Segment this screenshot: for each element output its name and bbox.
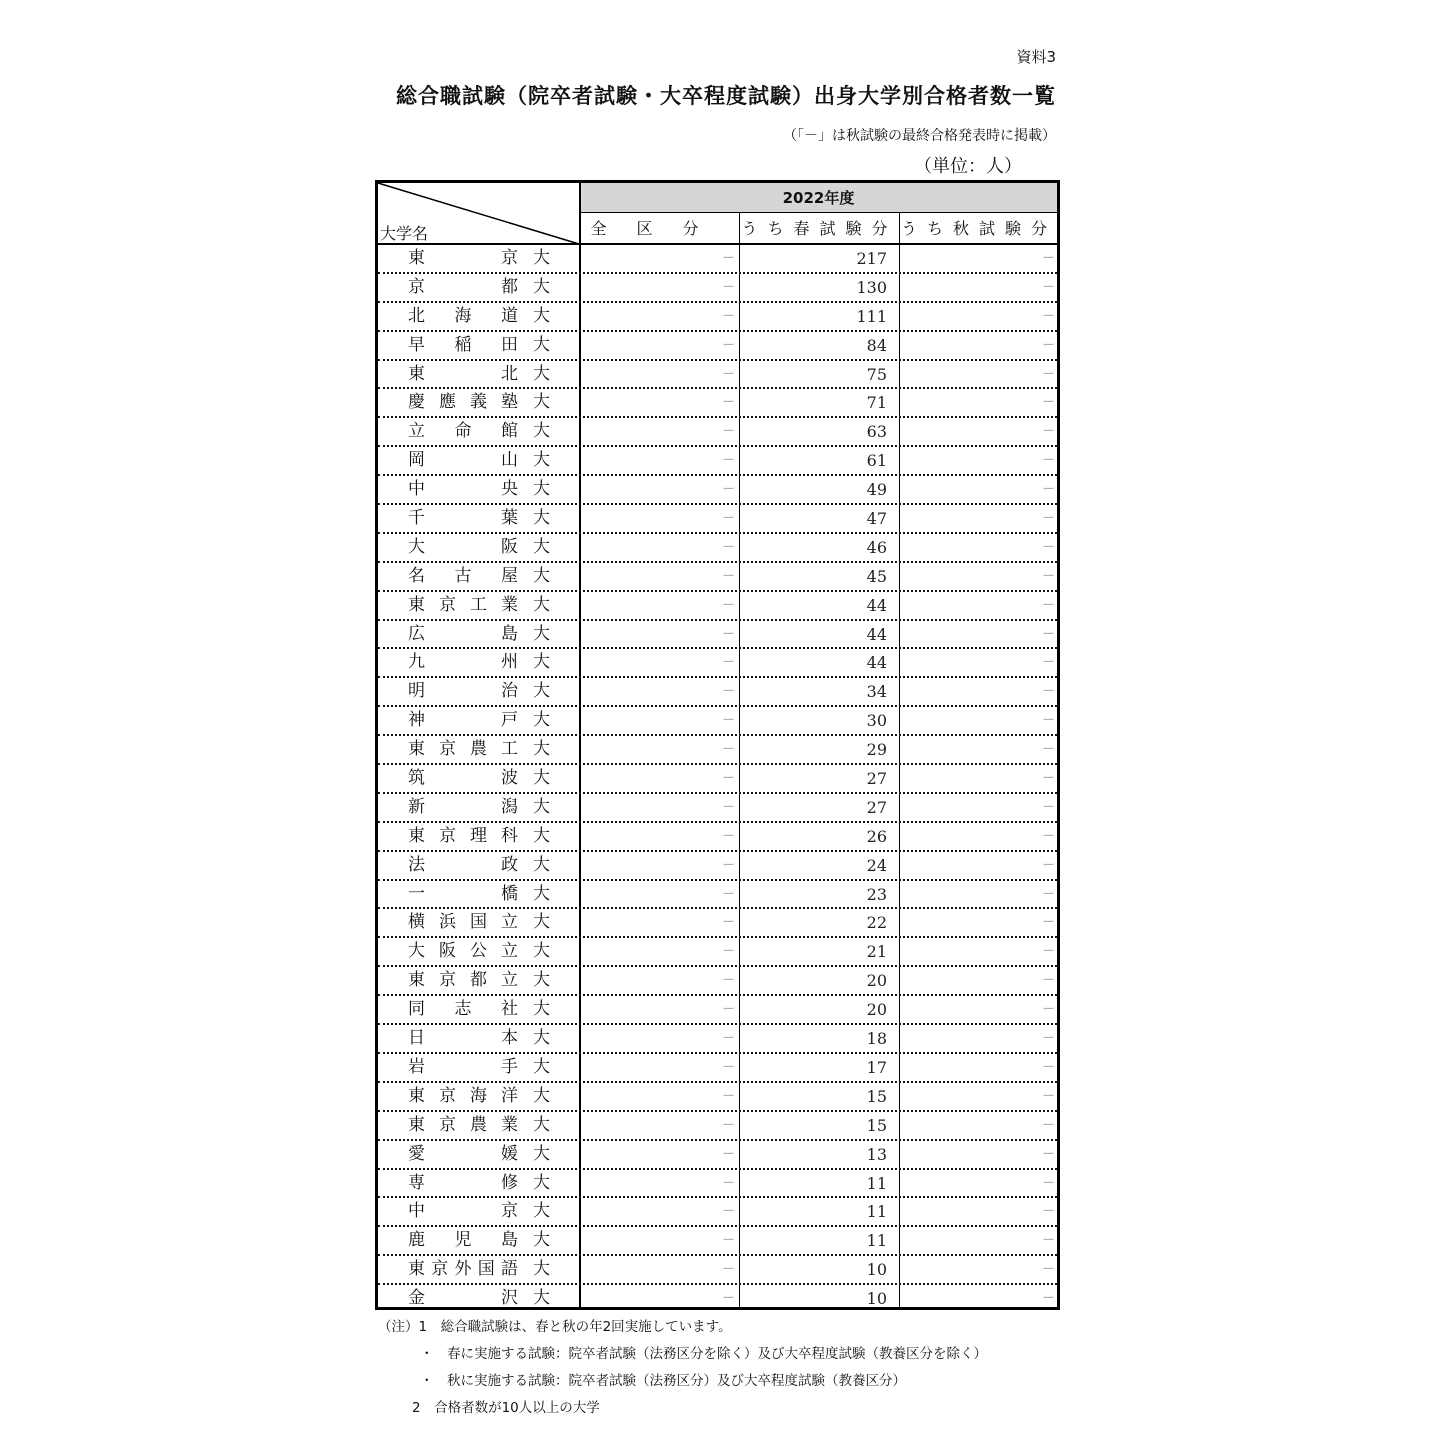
cell-spring: 44 (866, 653, 887, 673)
table-row (378, 447, 1057, 476)
results-table (375, 180, 1060, 1310)
university-name: 立 命 館 大 (408, 421, 550, 442)
university-name: 東 京 農 業 大 (408, 1114, 550, 1135)
cell-spring: 15 (866, 1115, 887, 1135)
table-row (378, 678, 1057, 707)
cell-spring: 23 (866, 884, 887, 904)
university-name: 京 都 大 (408, 276, 550, 297)
university-name: 東 京 工 業 大 (408, 594, 550, 615)
cell-all: － (721, 1175, 735, 1191)
table-row (378, 1256, 1057, 1285)
university-name: 東 京 都 立 大 (408, 970, 550, 991)
cell-all: － (721, 1204, 735, 1220)
footnote-1: （注）1 総合職試験は、春と秋の年2回実施しています。 (378, 1319, 732, 1335)
table-row (378, 823, 1057, 852)
table-row (378, 621, 1057, 650)
table-row (378, 996, 1057, 1025)
cell-autumn: － (1041, 1175, 1055, 1191)
cell-all: － (721, 713, 735, 729)
cell-autumn: － (1041, 1233, 1055, 1249)
university-name: 新 潟 大 (408, 796, 550, 817)
table-row (378, 909, 1057, 938)
unit-label: （単位：人） (914, 156, 1022, 177)
cell-all: － (721, 1262, 735, 1278)
cell-spring: 49 (866, 480, 887, 500)
table-row (378, 1141, 1057, 1170)
cell-autumn: － (1041, 1204, 1055, 1220)
cell-all: － (721, 1233, 735, 1249)
header-note: （「－」は秋試験の最終合格発表時に掲載） (783, 128, 1056, 144)
table-body (378, 245, 1057, 1314)
university-name: 岩 手 大 (408, 1056, 550, 1077)
cell-autumn: － (1041, 453, 1055, 469)
university-name: 千 葉 大 (408, 508, 550, 529)
university-name: 東 京 海 洋 大 (408, 1085, 550, 1106)
table-row (378, 476, 1057, 505)
university-name: 岡 山 大 (408, 450, 550, 471)
document-reference: 資料3 (1016, 48, 1056, 66)
cell-spring: 26 (866, 826, 887, 846)
cell-all: － (721, 684, 735, 700)
university-name: 慶 應 義 塾 大 (408, 392, 550, 413)
university-name: 専 修 大 (408, 1172, 550, 1193)
university-name: 東 京 大 (408, 248, 550, 268)
table-row (378, 592, 1057, 621)
cell-all: － (721, 1088, 735, 1104)
table-row (378, 794, 1057, 823)
cell-all: － (721, 279, 735, 295)
cell-spring: 21 (866, 942, 887, 962)
cell-autumn: － (1041, 857, 1055, 873)
cell-all: － (721, 857, 735, 873)
cell-spring: 20 (866, 971, 887, 991)
table-row (378, 736, 1057, 765)
table-row (378, 1054, 1057, 1083)
cell-all: － (721, 366, 735, 382)
table-row (378, 967, 1057, 996)
cell-spring: 34 (866, 682, 887, 702)
cell-spring: 11 (866, 1231, 887, 1251)
cell-autumn: － (1041, 1291, 1055, 1307)
cell-autumn: － (1041, 251, 1055, 266)
university-name: 東 京 外 国 語 大 (408, 1259, 550, 1280)
cell-spring: 47 (866, 509, 887, 529)
cell-spring: 15 (866, 1086, 887, 1106)
cell-all: － (721, 511, 735, 527)
table-row (378, 1285, 1057, 1314)
cell-autumn: － (1041, 828, 1055, 844)
table-row (378, 274, 1057, 303)
cell-autumn: － (1041, 1117, 1055, 1133)
cell-spring: 17 (866, 1057, 887, 1077)
cell-spring: 30 (866, 711, 887, 731)
university-name: 九 州 大 (408, 652, 550, 673)
footnotes (378, 1314, 987, 1422)
cell-spring: 45 (866, 566, 887, 586)
cell-spring: 20 (866, 1000, 887, 1020)
table-row (378, 1112, 1057, 1141)
university-name: 中 京 大 (408, 1201, 550, 1222)
cell-spring: 111 (856, 306, 887, 326)
university-name: 同 志 社 大 (408, 999, 550, 1020)
university-name: 早 稲 田 大 (408, 334, 550, 355)
table-row (378, 1083, 1057, 1112)
cell-all: － (721, 1059, 735, 1075)
cell-autumn: － (1041, 886, 1055, 902)
university-name: 金 沢 大 (408, 1288, 550, 1309)
table-row (378, 563, 1057, 592)
cell-autumn: － (1041, 684, 1055, 700)
cell-spring: 61 (866, 451, 887, 471)
cell-all: － (721, 944, 735, 960)
cell-spring: 10 (866, 1289, 887, 1309)
cell-autumn: － (1041, 799, 1055, 815)
cell-spring: 44 (866, 624, 887, 644)
cell-spring: 44 (866, 595, 887, 615)
cell-autumn: － (1041, 915, 1055, 931)
cell-spring: 75 (866, 364, 887, 384)
cell-all: － (721, 337, 735, 353)
cell-spring: 18 (866, 1029, 887, 1049)
cell-autumn: － (1041, 771, 1055, 787)
cell-all: － (721, 1146, 735, 1162)
cell-autumn: － (1041, 626, 1055, 642)
cell-autumn: － (1041, 395, 1055, 411)
table-row (378, 332, 1057, 361)
cell-all: － (721, 539, 735, 555)
university-name: 名 古 屋 大 (408, 565, 550, 586)
table-row (378, 649, 1057, 678)
cell-all: － (721, 308, 735, 324)
footnote-1-autumn: ・ 秋に実施する試験：院卒者試験（法務区分）及び大卒程度試験（教養区分） (420, 1373, 906, 1389)
cell-autumn: － (1041, 511, 1055, 527)
cell-autumn: － (1041, 424, 1055, 440)
cell-spring: 71 (866, 393, 887, 413)
university-name: 一 橋 大 (408, 883, 550, 904)
cell-all: － (721, 886, 735, 902)
cell-autumn: － (1041, 944, 1055, 960)
cell-all: － (721, 1002, 735, 1018)
cell-all: － (721, 1291, 735, 1307)
table-row (378, 361, 1057, 390)
table-row (378, 389, 1057, 418)
cell-spring: 217 (856, 249, 887, 268)
footnote-2: 2 合格者数が10人以上の大学 (412, 1400, 600, 1416)
cell-autumn: － (1041, 742, 1055, 758)
table-row (378, 1170, 1057, 1199)
table-row (378, 1025, 1057, 1054)
university-name: 神 戸 大 (408, 710, 550, 731)
cell-spring: 10 (866, 1260, 887, 1280)
cell-autumn: － (1041, 973, 1055, 989)
cell-all: － (721, 251, 735, 266)
university-name: 鹿 児 島 大 (408, 1230, 550, 1251)
column-header-autumn: うち秋試験分 (900, 219, 1057, 238)
table-row (378, 1198, 1057, 1227)
university-name: 日 本 大 (408, 1028, 550, 1049)
cell-autumn: － (1041, 366, 1055, 382)
university-name: 愛 媛 大 (408, 1143, 550, 1164)
table-row (378, 1227, 1057, 1256)
university-name: 筑 波 大 (408, 768, 550, 789)
cell-all: － (721, 655, 735, 671)
table-row (378, 765, 1057, 794)
university-name: 明 治 大 (408, 681, 550, 702)
cell-autumn: － (1041, 539, 1055, 555)
university-name: 横 浜 国 立 大 (408, 912, 550, 933)
cell-all: － (721, 626, 735, 642)
cell-spring: 13 (866, 1144, 887, 1164)
table-row (378, 707, 1057, 736)
cell-all: － (721, 915, 735, 931)
column-header-spring: うち春試験分 (741, 219, 898, 238)
cell-autumn: － (1041, 308, 1055, 324)
cell-spring: 27 (866, 797, 887, 817)
cell-all: － (721, 828, 735, 844)
university-name: 東 北 大 (408, 363, 550, 384)
cell-autumn: － (1041, 1262, 1055, 1278)
cell-autumn: － (1041, 1146, 1055, 1162)
table-row (378, 418, 1057, 447)
cell-spring: 22 (866, 913, 887, 933)
column-header-university: 大学名 (380, 224, 429, 243)
university-name: 東 京 農 工 大 (408, 739, 550, 760)
cell-all: － (721, 568, 735, 584)
cell-autumn: － (1041, 568, 1055, 584)
cell-all: － (721, 597, 735, 613)
cell-spring: 29 (866, 740, 887, 760)
table-row (378, 303, 1057, 332)
table-row (378, 505, 1057, 534)
table-row (378, 852, 1057, 881)
cell-autumn: － (1041, 1031, 1055, 1047)
cell-spring: 27 (866, 769, 887, 789)
year-header: 2022年度 (580, 183, 1057, 213)
university-name: 東 京 理 科 大 (408, 825, 550, 846)
column-header-all: 全区分 (590, 219, 729, 238)
cell-all: － (721, 771, 735, 787)
cell-autumn: － (1041, 1059, 1055, 1075)
cell-all: － (721, 424, 735, 440)
cell-all: － (721, 482, 735, 498)
university-name: 北 海 道 大 (408, 305, 550, 326)
cell-spring: 130 (856, 277, 887, 297)
cell-autumn: － (1041, 597, 1055, 613)
cell-all: － (721, 453, 735, 469)
table-row (378, 245, 1057, 274)
cell-all: － (721, 742, 735, 758)
cell-spring: 84 (866, 335, 887, 355)
cell-spring: 11 (866, 1173, 887, 1193)
cell-autumn: － (1041, 655, 1055, 671)
footnote-1-spring: ・ 春に実施する試験：院卒者試験（法務区分を除く）及び大卒程度試験（教養区分を除く） (420, 1346, 987, 1362)
table-row (378, 881, 1057, 910)
university-name: 大 阪 大 (408, 536, 550, 557)
cell-autumn: － (1041, 337, 1055, 353)
page-title: 総合職試験（院卒者試験・大卒程度試験）出身大学別合格者数一覧 (396, 84, 1056, 108)
cell-all: － (721, 1031, 735, 1047)
cell-all: － (721, 799, 735, 815)
university-name: 広 島 大 (408, 623, 550, 644)
cell-spring: 11 (866, 1202, 887, 1222)
cell-spring: 24 (866, 855, 887, 875)
university-name: 法 政 大 (408, 854, 550, 875)
university-name: 大 阪 公 立 大 (408, 941, 550, 962)
cell-autumn: － (1041, 1002, 1055, 1018)
university-name: 中 央 大 (408, 479, 550, 500)
cell-spring: 63 (866, 422, 887, 442)
cell-spring: 46 (866, 537, 887, 557)
cell-autumn: － (1041, 482, 1055, 498)
cell-autumn: － (1041, 279, 1055, 295)
table-row (378, 938, 1057, 967)
cell-autumn: － (1041, 1088, 1055, 1104)
cell-all: － (721, 1117, 735, 1133)
table-row (378, 534, 1057, 563)
cell-all: － (721, 973, 735, 989)
cell-autumn: － (1041, 713, 1055, 729)
cell-all: － (721, 395, 735, 411)
